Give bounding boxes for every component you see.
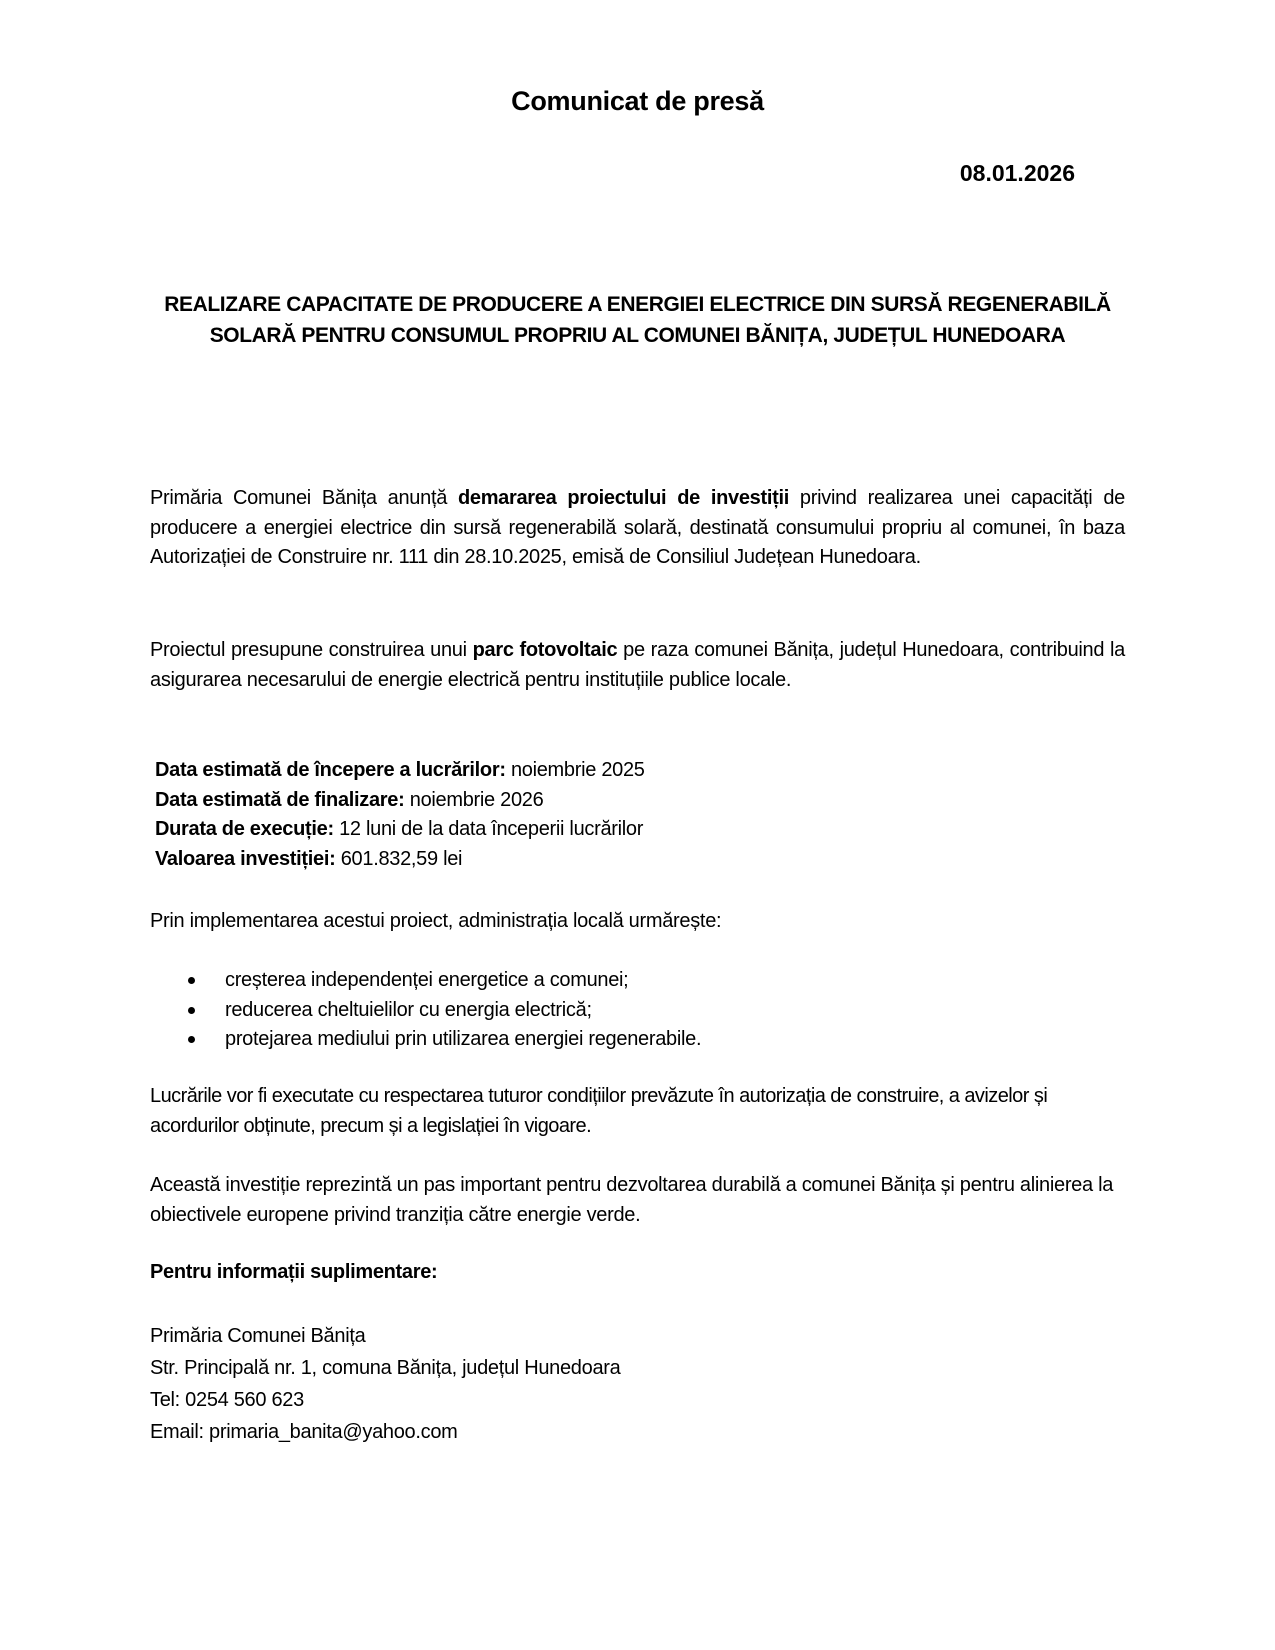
detail-value: 12 luni de la data începerii lucrărilor [333, 818, 644, 840]
bullet-icon [188, 977, 195, 984]
list-item [150, 996, 1125, 1026]
detail-label: Data estimată de începere a lucrărilor: [155, 759, 506, 781]
detail-start-date [155, 756, 1130, 786]
detail-end-date [155, 786, 1130, 816]
paragraph-significance: Această investiție reprezintă un pas important pentru dezvoltarea durabilă a comunei Bănița și pentru alinierea la obiectivele europene privind tranziția către energie verde. [150, 1174, 1114, 1226]
paragraph-project [150, 636, 1125, 695]
paragraph-compliance: Lucrările vor fi executate cu respectarea tuturor condițiilor prevăzute în autorizația de construire, a avizelor și acordurilor obținute, precum și a legislației în vigoare. [150, 1085, 1048, 1137]
paragraph-announcement [150, 484, 1125, 573]
paragraph-announcement-bold: demararea proiectului de investiții [457, 487, 789, 509]
contact-name: Primăria Comunei Bănița [150, 1325, 366, 1347]
paragraph-announcement-suffix: privind realizarea unei capacități de producere a energiei electrice din sursă regenerabilă solară, destinată consumului propriu al comunei, în baza Autorizației de Construire nr. 111 din 28.10.2025, emisă de Consiliul Județean Hunedoara. [150, 487, 1125, 568]
bullet-icon [188, 1036, 195, 1043]
headline: REALIZARE CAPACITATE DE PRODUCERE A ENERGIEI ELECTRICE DIN SURSĂ REGENERABILĂ SOLARĂ PENTRU CONSUMUL PROPRIU AL COMUNEI BĂNIȚA, JUDEȚUL HUNEDOARA [164, 293, 1111, 347]
document-date: 08.01.2026 [959, 160, 1075, 186]
detail-investment-value [155, 845, 1130, 875]
list-item-text: protejarea mediului prin utilizarea energiei regenerabile. [225, 1028, 702, 1050]
bullet-icon [188, 1007, 195, 1014]
project-details [155, 756, 1130, 874]
objectives-list [150, 966, 1125, 1055]
paragraph-announcement-prefix: Primăria Comunei Bănița anunță [150, 487, 458, 509]
page-title: Comunicat de presă [511, 86, 764, 116]
more-info-heading: Pentru informații suplimentare: [150, 1261, 438, 1283]
paragraph-project-prefix: Proiectul presupune construirea unui [150, 639, 473, 661]
paragraph-project-bold: parc fotovoltaic [472, 639, 618, 661]
contact-phone: Tel: 0254 560 623 [150, 1389, 304, 1411]
detail-value: noiembrie 2026 [404, 788, 544, 811]
paragraph-project-suffix: pe raza comunei Bănița, județul Hunedoara, contribuind la asigurarea necesarului de energie electrică pentru instituțiile publice locale. [150, 639, 1125, 691]
list-item [150, 1025, 1125, 1055]
list-item-text: reducerea cheltuielilor cu energia electrică; [225, 998, 592, 1021]
list-item [150, 966, 1125, 996]
list-item-text: creșterea independenței energetice a comunei; [225, 969, 629, 991]
detail-value: 601.832,59 lei [335, 847, 463, 870]
paragraph-objectives-intro: Prin implementarea acestui proiect, administrația locală urmărește: [150, 910, 722, 932]
contact-address: Str. Principală nr. 1, comuna Bănița, județul Hunedoara [150, 1357, 621, 1379]
detail-label: Valoarea investiției: [155, 847, 336, 870]
detail-duration [155, 815, 1130, 845]
detail-value: noiembrie 2025 [505, 759, 645, 781]
contact-email: Email: primaria_banita@yahoo.com [150, 1421, 458, 1443]
contact-block [150, 1320, 1125, 1448]
detail-label: Durata de execuție: [155, 818, 334, 840]
detail-label: Data estimată de finalizare: [155, 788, 405, 811]
